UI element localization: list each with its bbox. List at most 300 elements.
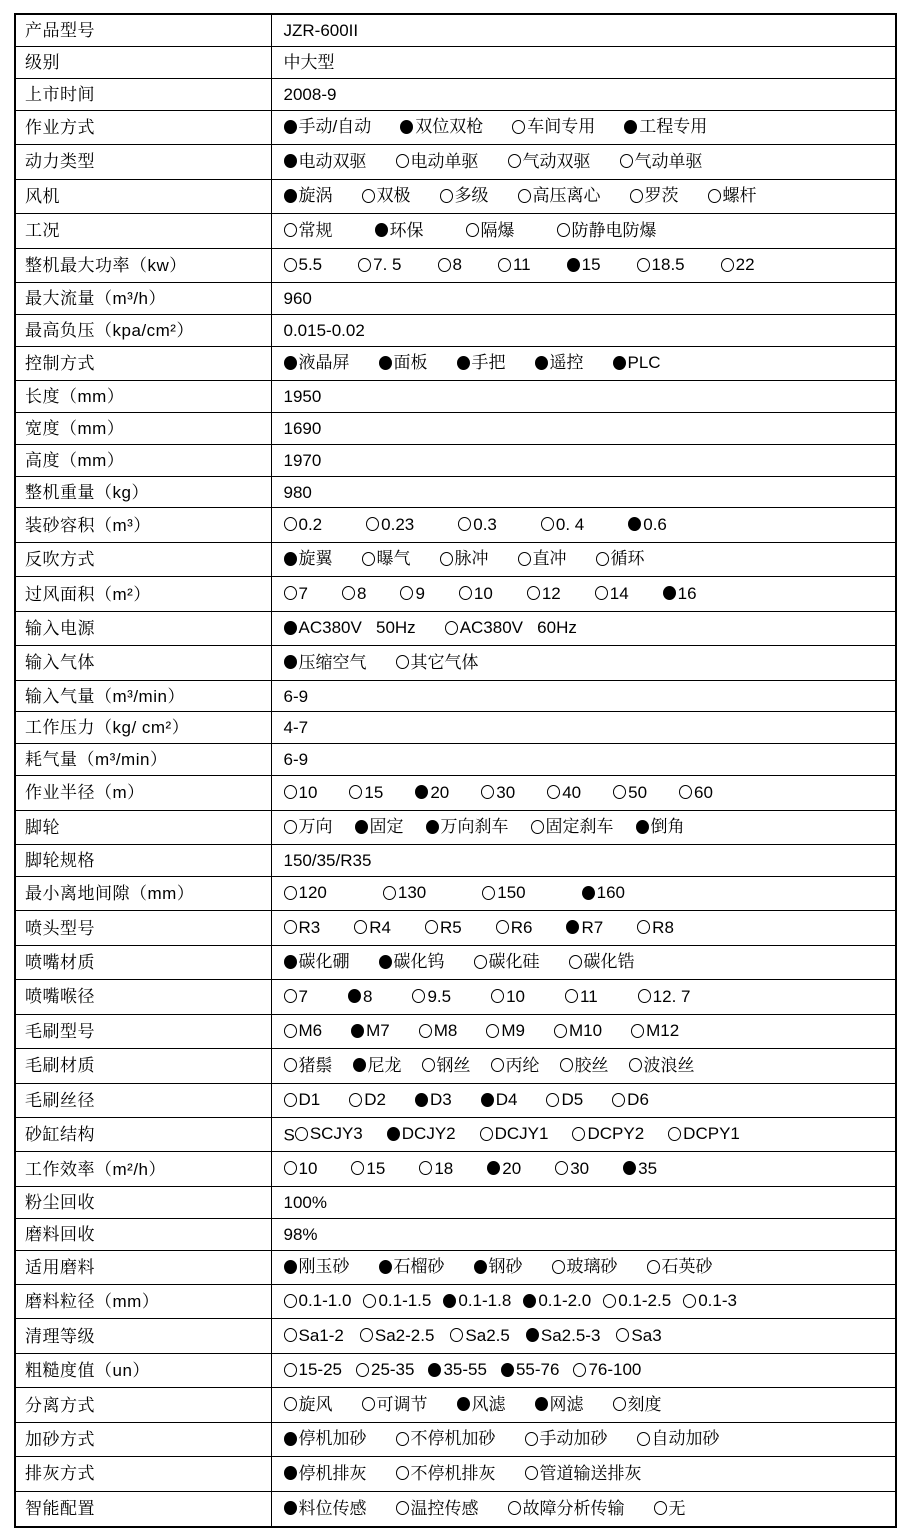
option xyxy=(438,256,462,273)
option-label: 手把 xyxy=(471,353,506,373)
spec-value xyxy=(271,1353,896,1387)
option-label: 温控传感 xyxy=(410,1498,479,1518)
spec-label: 磨料粒径（mm） xyxy=(15,1284,271,1318)
option-label: 160 xyxy=(596,883,625,903)
option xyxy=(375,222,424,239)
option xyxy=(555,1160,589,1177)
option xyxy=(623,1160,657,1177)
option xyxy=(683,1292,737,1309)
radio-filled-icon xyxy=(566,920,579,934)
radio-empty-icon xyxy=(637,258,650,272)
option xyxy=(535,1396,584,1413)
radio-filled-icon xyxy=(284,1501,297,1515)
spec-label: 高度（mm） xyxy=(15,444,271,476)
radio-empty-icon xyxy=(668,1127,681,1141)
radio-empty-icon xyxy=(647,1260,660,1274)
spec-value xyxy=(271,980,896,1014)
option xyxy=(466,222,515,239)
radio-empty-icon xyxy=(466,223,479,237)
option-label: 尼龙 xyxy=(367,1055,402,1075)
option xyxy=(284,1160,318,1177)
option-label: 碳化锆 xyxy=(583,952,635,972)
table-row xyxy=(15,145,896,179)
option xyxy=(396,1465,496,1482)
table-row xyxy=(15,845,896,877)
table-row xyxy=(15,412,896,444)
option xyxy=(637,919,674,936)
option-label: R7 xyxy=(581,917,604,937)
radio-empty-icon xyxy=(630,189,643,203)
option xyxy=(624,118,707,135)
option xyxy=(525,1430,608,1447)
option-label: 30 xyxy=(570,1158,590,1178)
spec-label: 长度（mm） xyxy=(15,381,271,413)
radio-empty-icon xyxy=(284,586,297,600)
table-row xyxy=(15,1014,896,1048)
option xyxy=(284,1396,333,1413)
option-label: 刻度 xyxy=(627,1394,662,1414)
option-label: DCJY2 xyxy=(401,1124,456,1144)
option-label: 11 xyxy=(512,255,531,275)
option-label: 11 xyxy=(580,986,598,1006)
option-label: 0.3 xyxy=(473,514,497,534)
option xyxy=(284,354,350,371)
option-label: 18.5 xyxy=(651,255,685,275)
option-label: 14 xyxy=(609,583,629,603)
radio-empty-icon xyxy=(603,1294,616,1308)
option xyxy=(348,988,372,1005)
option xyxy=(284,784,318,801)
spec-label: 毛刷丝径 xyxy=(15,1083,271,1117)
radio-filled-icon xyxy=(379,1260,392,1274)
option-label: 故障分析传输 xyxy=(522,1498,625,1518)
radio-empty-icon xyxy=(541,517,554,531)
option-label: 15-25 xyxy=(298,1360,342,1380)
radio-filled-icon xyxy=(613,356,626,370)
radio-empty-icon xyxy=(554,1024,567,1038)
option xyxy=(569,953,635,970)
spec-label: 风机 xyxy=(15,179,271,213)
option xyxy=(487,1160,521,1177)
option xyxy=(412,988,451,1005)
option-label: 面板 xyxy=(393,353,428,373)
radio-filled-icon xyxy=(487,1161,500,1175)
table-row xyxy=(15,110,896,144)
spec-label: 整机重量（kg） xyxy=(15,476,271,508)
table-row xyxy=(15,680,896,712)
table-row xyxy=(15,876,896,910)
spec-value xyxy=(271,945,896,979)
spec-value: 4-7 xyxy=(271,712,896,744)
spec-label: 反吹方式 xyxy=(15,542,271,576)
table-row xyxy=(15,945,896,979)
option-label: 16 xyxy=(677,583,697,603)
radio-empty-icon xyxy=(654,1501,667,1515)
table-row xyxy=(15,346,896,380)
spec-value: 100% xyxy=(271,1186,896,1218)
option-label: 脉冲 xyxy=(454,549,489,569)
option-label: 旋风 xyxy=(298,1394,333,1414)
option-label: 0.6 xyxy=(643,514,667,534)
spec-value: 6-9 xyxy=(271,744,896,776)
option xyxy=(629,1057,695,1074)
radio-empty-icon xyxy=(596,552,609,566)
option xyxy=(295,1125,363,1142)
radio-empty-icon xyxy=(354,920,367,934)
radio-empty-icon xyxy=(616,1328,629,1342)
option xyxy=(554,1022,602,1039)
option-label: M7 xyxy=(366,1021,390,1041)
radio-empty-icon xyxy=(362,1397,375,1411)
option-label: 10 xyxy=(298,1158,318,1178)
option-label: 多级 xyxy=(454,186,489,206)
option-label: 120 xyxy=(298,883,327,903)
radio-empty-icon xyxy=(400,586,413,600)
spec-value: 2008-9 xyxy=(271,79,896,111)
radio-empty-icon xyxy=(284,920,297,934)
option xyxy=(284,988,308,1005)
radio-empty-icon xyxy=(560,1058,573,1072)
radio-filled-icon xyxy=(663,586,676,600)
option-label: D2 xyxy=(364,1090,386,1110)
radio-filled-icon xyxy=(284,1432,297,1446)
table-row xyxy=(15,542,896,576)
option xyxy=(546,1091,583,1108)
option-label: 钢砂 xyxy=(488,1257,523,1276)
spec-label: 输入气体 xyxy=(15,646,271,680)
radio-empty-icon xyxy=(613,1397,626,1411)
option xyxy=(663,585,697,602)
option-label: R8 xyxy=(652,917,674,937)
radio-filled-icon xyxy=(457,1397,470,1411)
option xyxy=(616,1327,661,1344)
option xyxy=(523,1292,591,1309)
option xyxy=(349,784,383,801)
table-row xyxy=(15,1284,896,1318)
spec-value: 960 xyxy=(271,283,896,315)
radio-filled-icon xyxy=(284,955,297,969)
radio-filled-icon xyxy=(284,1260,297,1274)
radio-empty-icon xyxy=(491,989,504,1003)
option xyxy=(518,187,601,204)
spec-value xyxy=(271,1083,896,1117)
table-row xyxy=(15,1218,896,1250)
radio-filled-icon xyxy=(628,517,641,531)
radio-empty-icon xyxy=(637,1432,650,1446)
option-label: 压缩空气 xyxy=(298,652,367,672)
radio-filled-icon xyxy=(284,1466,297,1480)
option xyxy=(708,187,757,204)
spec-label: 砂缸结构 xyxy=(15,1118,271,1152)
table-row xyxy=(15,47,896,79)
option xyxy=(443,1292,511,1309)
option-label: 双极 xyxy=(376,186,411,206)
option xyxy=(612,1091,649,1108)
option xyxy=(360,1327,435,1344)
option xyxy=(482,884,525,901)
radio-empty-icon xyxy=(708,189,721,203)
radio-empty-icon xyxy=(525,1466,538,1480)
radio-empty-icon xyxy=(508,1501,521,1515)
option-label: 0.1-3 xyxy=(698,1291,737,1311)
option xyxy=(284,585,308,602)
option xyxy=(284,1327,344,1344)
option-label: 12. 7 xyxy=(652,986,691,1006)
radio-empty-icon xyxy=(638,989,651,1003)
option xyxy=(557,222,657,239)
radio-filled-icon xyxy=(387,1127,400,1141)
option xyxy=(342,585,366,602)
option-label: 电动单驱 xyxy=(410,151,479,171)
option xyxy=(358,256,401,273)
radio-empty-icon xyxy=(527,586,540,600)
radio-filled-icon xyxy=(426,820,439,834)
option xyxy=(512,118,595,135)
option xyxy=(396,1430,496,1447)
option-label: 隔爆 xyxy=(480,220,515,240)
option-label: 0.1-2.0 xyxy=(538,1291,592,1311)
option-label: 20 xyxy=(502,1158,522,1178)
option-label: Sa1-2 xyxy=(298,1325,344,1345)
option xyxy=(445,619,577,636)
radio-empty-icon xyxy=(552,1260,565,1274)
option xyxy=(284,222,333,239)
option-label: 刚玉砂 xyxy=(298,1257,350,1276)
option-label: 猪鬃 xyxy=(298,1055,333,1075)
option xyxy=(480,1125,549,1142)
radio-empty-icon xyxy=(491,1058,504,1072)
radio-empty-icon xyxy=(419,1161,432,1175)
spec-value xyxy=(271,542,896,576)
option xyxy=(457,1396,506,1413)
option xyxy=(284,1057,333,1074)
option xyxy=(630,187,679,204)
radio-empty-icon xyxy=(459,586,472,600)
option-label: 8 xyxy=(362,986,373,1006)
option xyxy=(638,988,691,1005)
option xyxy=(284,187,333,204)
option xyxy=(354,919,391,936)
radio-empty-icon xyxy=(555,1161,568,1175)
option-label: 气动双驱 xyxy=(522,151,591,171)
option xyxy=(415,784,449,801)
option xyxy=(362,187,411,204)
radio-filled-icon xyxy=(284,189,297,203)
option xyxy=(486,1022,525,1039)
option xyxy=(284,884,327,901)
option xyxy=(351,1022,390,1039)
option xyxy=(440,550,489,567)
option-label: 15 xyxy=(364,782,384,802)
radio-empty-icon xyxy=(284,1294,297,1308)
spec-label: 毛刷型号 xyxy=(15,1014,271,1048)
table-row xyxy=(15,476,896,508)
radio-empty-icon xyxy=(396,655,409,669)
radio-empty-icon xyxy=(518,552,531,566)
option-label: 不停机加砂 xyxy=(410,1429,496,1449)
spec-value: 1970 xyxy=(271,444,896,476)
radio-empty-icon xyxy=(512,120,525,134)
option xyxy=(491,988,525,1005)
radio-empty-icon xyxy=(284,517,297,531)
radio-empty-icon xyxy=(573,1363,586,1377)
radio-filled-icon xyxy=(443,1294,456,1308)
table-row xyxy=(15,712,896,744)
option xyxy=(284,919,321,936)
radio-empty-icon xyxy=(474,955,487,969)
radio-empty-icon xyxy=(284,1058,297,1072)
option-label: 曝气 xyxy=(376,549,411,569)
option xyxy=(620,153,703,170)
radio-empty-icon xyxy=(396,154,409,168)
spec-label: 耗气量（m³/min） xyxy=(15,744,271,776)
spec-label: 工作压力（kg/ cm²） xyxy=(15,712,271,744)
radio-filled-icon xyxy=(526,1328,539,1342)
option-label: Sa2-2.5 xyxy=(374,1325,435,1345)
option-label: 8 xyxy=(452,255,462,275)
table-row xyxy=(15,248,896,282)
spec-label: 上市时间 xyxy=(15,79,271,111)
spec-label: 脚轮规格 xyxy=(15,845,271,877)
spec-value xyxy=(271,508,896,542)
option xyxy=(362,550,411,567)
option-label: 防静电防爆 xyxy=(571,220,657,240)
option-label: 可调节 xyxy=(376,1394,428,1414)
option xyxy=(356,1361,414,1378)
option xyxy=(527,585,561,602)
radio-empty-icon xyxy=(284,1161,297,1175)
spec-value xyxy=(271,1457,896,1491)
option xyxy=(415,1091,452,1108)
option xyxy=(498,256,531,273)
table-row xyxy=(15,776,896,810)
option-label: 15 xyxy=(581,255,601,275)
option xyxy=(613,784,647,801)
option-label: 130 xyxy=(397,883,427,903)
table-row xyxy=(15,1491,896,1527)
spec-value xyxy=(271,776,896,810)
option-label: 0.23 xyxy=(381,514,415,534)
table-row xyxy=(15,1083,896,1117)
spec-label: 输入气量（m³/min） xyxy=(15,680,271,712)
radio-empty-icon xyxy=(284,785,297,799)
option xyxy=(349,1091,386,1108)
spec-value xyxy=(271,248,896,282)
spec-label: 喷嘴喉径 xyxy=(15,980,271,1014)
option xyxy=(721,256,755,273)
radio-filled-icon xyxy=(284,655,297,669)
radio-empty-icon xyxy=(284,223,297,237)
radio-empty-icon xyxy=(486,1024,499,1038)
option xyxy=(595,585,629,602)
radio-empty-icon xyxy=(525,1432,538,1446)
option xyxy=(637,1430,720,1447)
spec-label: 智能配置 xyxy=(15,1491,271,1527)
radio-empty-icon xyxy=(342,586,355,600)
radio-empty-icon xyxy=(360,1328,373,1342)
table-row xyxy=(15,214,896,248)
spec-value xyxy=(271,646,896,680)
radio-empty-icon xyxy=(482,886,495,900)
option-label: 丙纶 xyxy=(505,1055,540,1075)
option-label: Sa3 xyxy=(631,1325,662,1345)
radio-empty-icon xyxy=(721,258,734,272)
option-label: DCJY1 xyxy=(494,1124,549,1144)
option xyxy=(637,256,685,273)
spec-label: 清理等级 xyxy=(15,1319,271,1353)
radio-empty-icon xyxy=(349,1093,362,1107)
option-label: 遥控 xyxy=(549,353,584,373)
spec-value xyxy=(271,179,896,213)
spec-label: 粉尘回收 xyxy=(15,1186,271,1218)
spec-value: 0.015-0.02 xyxy=(271,314,896,346)
radio-filled-icon xyxy=(428,1363,441,1377)
option-label: 40 xyxy=(562,782,582,802)
radio-filled-icon xyxy=(636,820,649,834)
table-row xyxy=(15,381,896,413)
option xyxy=(379,1258,445,1275)
radio-empty-icon xyxy=(362,189,375,203)
option xyxy=(400,585,424,602)
option xyxy=(458,516,497,533)
radio-empty-icon xyxy=(637,920,650,934)
option-label: 自动加砂 xyxy=(651,1429,720,1449)
option-label: 30 xyxy=(496,782,516,802)
spec-value: 150/35/R35 xyxy=(271,845,896,877)
option xyxy=(351,1160,385,1177)
option-label: D3 xyxy=(429,1090,452,1110)
table-row xyxy=(15,1152,896,1186)
radio-empty-icon xyxy=(284,1024,297,1038)
spec-label: 作业方式 xyxy=(15,110,271,144)
option-label: 18 xyxy=(434,1158,454,1178)
option-label: M12 xyxy=(646,1021,680,1041)
option-label: DCPY2 xyxy=(587,1124,645,1144)
option xyxy=(379,953,445,970)
option-label: D5 xyxy=(561,1090,584,1110)
radio-empty-icon xyxy=(284,886,297,900)
spec-label: 粗糙度值（un） xyxy=(15,1353,271,1387)
radio-empty-icon xyxy=(438,258,451,272)
option xyxy=(474,1258,523,1275)
option xyxy=(501,1361,559,1378)
option xyxy=(628,516,667,533)
value-prefix: S xyxy=(283,1125,295,1145)
radio-filled-icon xyxy=(624,120,637,134)
option-label: Sa2.5 xyxy=(465,1325,510,1345)
spec-value xyxy=(271,214,896,248)
option xyxy=(491,1057,540,1074)
spec-label: 作业半径（m） xyxy=(15,776,271,810)
radio-empty-icon xyxy=(572,1127,585,1141)
spec-value xyxy=(271,577,896,611)
option-label: 其它气体 xyxy=(410,652,479,672)
option xyxy=(613,354,661,371)
option xyxy=(508,153,591,170)
option xyxy=(679,784,713,801)
option-label: 旋涡 xyxy=(298,186,333,206)
option-label: 高压离心 xyxy=(532,186,601,206)
spec-value: 1950 xyxy=(271,381,896,413)
radio-empty-icon xyxy=(480,1127,493,1141)
option-label: 0.1-2.5 xyxy=(618,1291,672,1311)
table-row xyxy=(15,314,896,346)
option-label: SCJY3 xyxy=(309,1124,363,1144)
spec-value: 6-9 xyxy=(271,680,896,712)
option-label: 罗茨 xyxy=(644,186,679,206)
option xyxy=(573,1361,641,1378)
option xyxy=(426,818,509,835)
